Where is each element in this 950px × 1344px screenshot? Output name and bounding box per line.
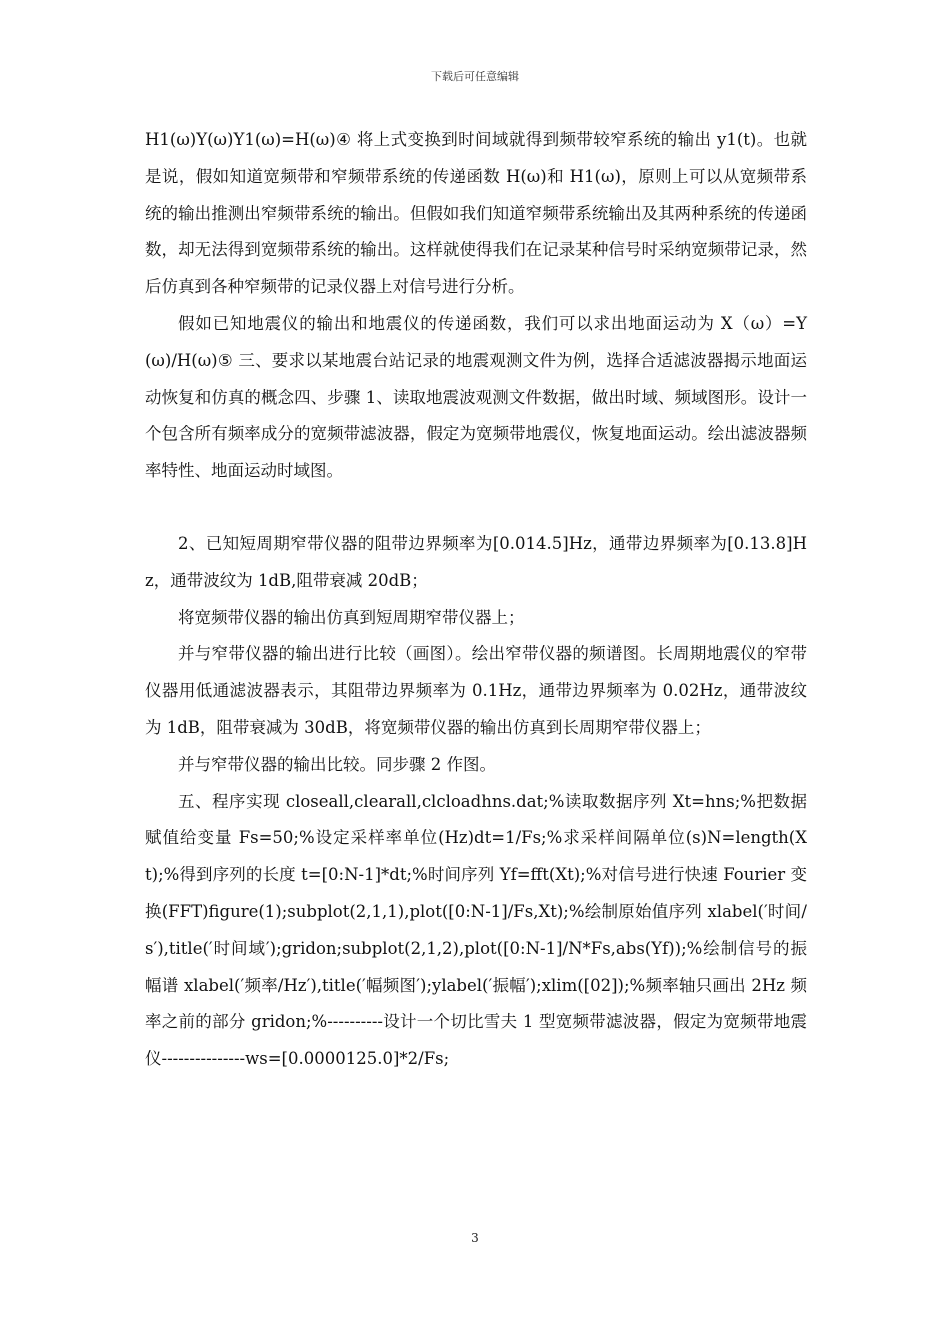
paragraph-compare-step2: 并与窄带仪器的输出比较。同步骤 2 作图。 (178, 754, 496, 774)
paragraph-spacer (145, 490, 807, 526)
document-body (145, 122, 807, 1078)
page-header: 下载后可任意编辑 (431, 70, 519, 83)
paragraph-ground-motion: 假如已知地震仪的输出和地震仪的传递函数，我们可以求出地面运动为 X（ω）=Y(ω)/H(ω)⑤ 三、要求以某地震台站记录的地震观测文件为例，选择合适滤波器揭示地面运动恢复和仿真的概念四、步骤 1、读取地震波观测文件数据，做出时域、频域图形。设计一个包含所有频率成分的宽频带滤波器，假定为宽频带地震仪，恢复地面运动。绘出滤波器频率特性、地面运动时域图。 (145, 313, 807, 481)
paragraph-short-period: 2、已知短周期窄带仪器的阻带边界频率为[0.014.5]Hz，通带边界频率为[0.13.8]Hz，通带波纹为 1dB,阻带衰减 20dB； (145, 533, 807, 590)
page-number: 3 (471, 1231, 479, 1245)
paragraph-compare-long-period: 并与窄带仪器的输出进行比较（画图）。绘出窄带仪器的频谱图。长周期地震仪的窄带仪器用低通滤波器表示，其阻带边界频率为 0.1Hz，通带边界频率为 0.02Hz，通带波纹为 1dB，阻带衰减为 30dB，将宽频带仪器的输出仿真到长周期窄带仪器上； (145, 644, 807, 737)
paragraph-transfer-function: H1(ω)Y(ω)Y1(ω)=H(ω)④ 将上式变换到时间域就得到频带较窄系统的输出 y1(t)。也就是说，假如知道宽频带和窄频带系统的传递函数 H(ω)和 H1(ω)，原则上可以从宽频带系统的输出推测出窄频带系统的输出。但假如我们知道窄频带系统输出及其两种系统的传递函数，却无法得到宽频带系统的输出。这样就使得我们在记录某种信号时采纳宽频带记录，然后仿真到各种窄频带的记录仪器上对信号进行分析。 (145, 130, 807, 297)
paragraph-program-code: 五、程序实现 closeall,clearall,clcloadhns.dat;%读取数据序列 Xt=hns;%把数据赋值给变量 Fs=50;%设定采样率单位(Hz)dt=1/Fs;%求采样间隔单位(s)N=length(Xt);%得到序列的长度 t=[0:N-1]*dt;%时间序列 Yf=fft(Xt);%对信号进行快速 Fourier 变换(FFT)figure(1);subplot(2,1,1),plot([0:N-1]/Fs,Xt);%绘制原始值序列 xlabel(′时间/s′),title(′时间域′);gridon;subplot(2,1,2),plot([0:N-1]/N*Fs,abs(Yf));%绘制信号的振幅谱 xlabel(′频率/Hz′),title(′幅频图′);ylabel(′振幅′);xlim([02]);%频率轴只画出 2Hz 频率之前的部分 gridon;%----------设计一个切比雪夫 1 型宽频带滤波器，假定为宽频带地震仪---------------ws=[0.0000125.0]*2/Fs; (145, 791, 807, 1069)
paragraph-simulate-short: 将宽频带仪器的输出仿真到短周期窄带仪器上； (178, 607, 525, 627)
